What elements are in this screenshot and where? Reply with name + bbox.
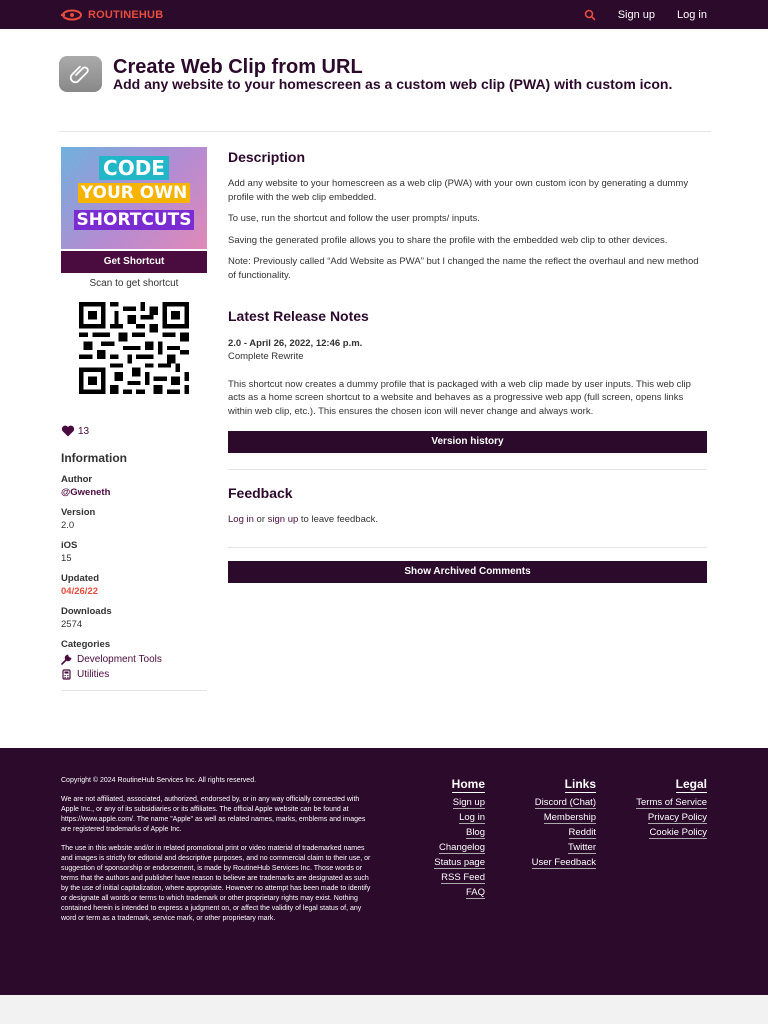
footer-link-cookie[interactable]: Cookie Policy [649,827,707,838]
sidebar [61,147,207,691]
footer-link-rss[interactable]: RSS Feed [441,872,485,883]
show-archived-comments-button[interactable]: Show Archived Comments [228,561,707,583]
footer-link-login[interactable]: Log in [459,812,485,823]
categories-label: Categories [61,639,111,650]
brand-name: ROUTINEHUB [88,8,164,21]
footer-legal-title: Legal [675,777,707,791]
sidebar-divider [61,690,207,691]
banner-line-3: SHORTCUTS [74,210,195,230]
feedback-prompt [228,513,707,527]
release-notes-heading: Latest Release Notes [228,308,369,324]
paperclip-icon [69,62,93,86]
qr-code[interactable] [79,302,189,394]
get-shortcut-button[interactable]: Get Shortcut [61,251,207,273]
footer-link-membership[interactable]: Membership [543,812,596,823]
footer-link-changelog[interactable]: Changelog [439,842,485,853]
updated-label: Updated [61,573,99,584]
footer-link-status[interactable]: Status page [434,857,485,868]
scan-caption: Scan to get shortcut [89,278,179,289]
version-history-button[interactable]: Version history [228,431,707,453]
description-heading: Description [228,149,306,165]
footer [0,748,768,995]
search-icon[interactable] [584,9,596,21]
updated-value: 04/26/22 [61,586,98,597]
copyright-text: Copyright © 2024 RoutineHub Services Inc. All rights reserved. [61,777,257,784]
disclaimer-apple: We are not affiliated, associated, authorized, endorsed by, or in any way officially connected with Apple Inc., or any of its subsidiaries or its affiliates. The official Apple website can be found at https://www.apple.com/. The name "Apple" as well as related names, marks, emblems and images are registered trademarks of Apple Inc. [61,796,366,833]
footer-link-twitter[interactable]: Twitter [568,842,596,853]
footer-link-blog[interactable]: Blog [465,827,485,838]
routinehub-logo-icon [61,9,83,21]
release-summary: Complete Rewrite [228,351,304,362]
release-version-line: 2.0 - April 26, 2022, 12:46 p.m. [228,338,363,349]
footer-link-user-feedback[interactable]: User Feedback [531,857,596,868]
downloads-value: 2574 [61,619,83,630]
description-paragraph: Note: Previously called “Add Website as PWA” but I changed the name the reflect the overhaul and new method of functionality. [228,256,699,281]
shortcut-banner-image [61,147,207,249]
page-title: Create Web Clip from URL [113,56,363,78]
disclaimer-trademarks: The use in this website and/or in related promotional print or video material of trademarked names and images is strictly for editorial and descriptive purposes, and no commercial claim to their use, or suggestion of sponsorship or endorsement, is made by RoutineHub Services Inc. Those words or terms that the authors and publisher have reason to believe are trademarks are designated as such by the use of initial capitalization, where appropriate. However no attempt has been made to identify or designate all words or terms to which trademark or other proprietary rights may exist. Nothing contained herein is intended to express a judgment on, or affect the validity of legal status of, any word or term as a trademark, service mark, or other proprietary mark. [61,845,371,922]
footer-home-column [395,775,485,898]
footer-link-signup[interactable]: Sign up [452,797,485,808]
section-divider [228,547,707,548]
information-heading: Information [61,451,127,465]
feedback-suffix-text: to leave feedback. [298,514,379,525]
category-label: Development Tools [77,654,162,665]
banner-line-2: YOUR OWN [78,183,190,203]
feedback-signup-link[interactable]: sign up [267,514,299,525]
footer-legal-column [607,775,707,838]
author-label: Author [61,474,93,485]
footer-link-faq[interactable]: FAQ [465,887,485,898]
heart-icon[interactable] [61,425,75,437]
footer-link-privacy[interactable]: Privacy Policy [647,812,707,823]
calculator-icon [61,669,72,680]
brand-logo[interactable] [61,9,163,21]
category-utilities[interactable] [61,669,207,680]
ios-label: iOS [61,540,78,551]
nav-login-link[interactable]: Log in [677,8,707,21]
footer-links-column [505,775,596,868]
page-bottom-strip [0,995,768,1024]
description-paragraph: To use, run the shortcut and follow the user prompts/ inputs. [228,213,480,224]
feedback-login-link[interactable]: Log in [228,514,254,525]
shortcut-icon [59,56,102,92]
description-paragraph: Saving the generated profile allows you to share the profile with the embedded web clip to other devices. [228,234,668,246]
footer-legal-text [61,776,373,933]
category-label: Utilities [77,669,110,680]
category-development-tools[interactable] [61,654,207,665]
page-subtitle: Add any website to your homescreen as a custom web clip (PWA) with custom icon. [113,76,673,92]
footer-links-title: Links [564,777,596,791]
version-value: 2.0 [61,520,75,531]
footer-link-discord[interactable]: Discord (Chat) [534,797,596,808]
description-paragraph: Add any website to your homescreen as a web clip (PWA) with your own custom icon by generating a dummy profile with the web clip embedded. [228,178,689,203]
main-column [228,147,707,583]
likes-number: 13 [78,425,90,437]
section-divider [228,469,707,470]
release-body: This shortcut now creates a dummy profile that is packaged with a web clip made by user inputs. This web clip acts as a home screen shortcut to a website and behaves as a progressive web app (full screen, opens links within web clip, etc.). This ensures the chosen icon will never change and always work. [228,378,691,417]
ios-value: 15 [61,553,72,564]
top-navbar [0,0,768,29]
header-divider [59,131,711,132]
feedback-or-text: or [253,514,268,525]
downloads-label: Downloads [61,606,112,617]
version-label: Version [61,507,96,518]
footer-link-terms[interactable]: Terms of Service [636,797,707,808]
likes-count[interactable] [61,425,207,437]
wrench-icon [61,654,72,665]
nav-signup-link[interactable]: Sign up [617,8,656,21]
author-link[interactable]: @Gweneth [61,487,111,498]
footer-home-title[interactable]: Home [451,777,485,791]
banner-line-1: CODE [99,156,169,180]
footer-link-reddit[interactable]: Reddit [568,827,596,838]
feedback-heading: Feedback [228,485,293,501]
page-content [0,29,768,748]
